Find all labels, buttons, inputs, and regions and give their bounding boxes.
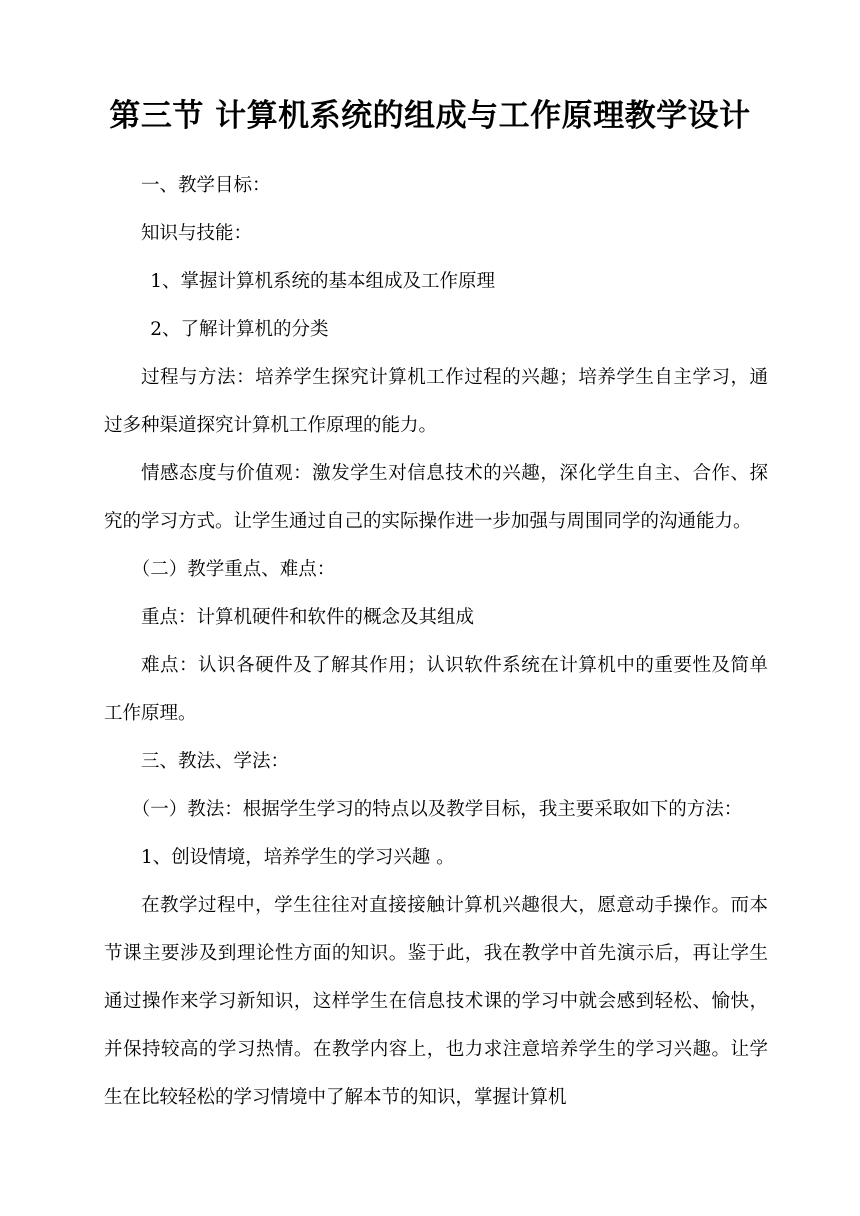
section-heading-teaching-goals: 一、教学目标： <box>141 175 271 196</box>
paragraph-teaching-method: （一）教法：根据学生学习的特点以及教学目标，我主要采取如下的方法： <box>131 799 743 820</box>
document-title: 第三节 计算机系统的组成与工作原理教学设计 <box>109 98 751 134</box>
paragraph-process-methods: 过程与方法：培养学生探究计算机工作过程的兴趣；培养学生自主学习，通过多种渠道探究计算机工作原理的能力。 <box>104 367 768 436</box>
section-heading-methods: 三、教法、学法： <box>141 751 290 772</box>
section-heading-key-points: （二）教学重点、难点： <box>131 559 336 580</box>
paragraph-difficulty: 难点：认识各硬件及了解其作用；认识软件系统在计算机中的重要性及简单工作原理。 <box>104 655 768 724</box>
list-item: 1、掌握计算机系统的基本组成及工作原理 <box>150 271 496 292</box>
paragraph-key-point: 重点：计算机硬件和软件的概念及其组成 <box>141 607 475 628</box>
document-body <box>104 162 768 1122</box>
paragraph-body: 在教学过程中，学生往往对直接接触计算机兴趣很大，愿意动手操作。而本节课主要涉及到理论性方面的知识。鉴于此，我在教学中首先演示后，再让学生通过操作来学习新知识，这样学生在信息技术课的学习中就会感到轻松、愉快，并保持较高的学习热情。在教学内容上，也力求注意培养学生的学习兴趣。让学生在比较轻松的学习情境中了解本节的知识，掌握计算机 <box>104 895 768 1108</box>
subheading-knowledge-skills: 知识与技能： <box>141 223 253 244</box>
list-item: 2、了解计算机的分类 <box>150 319 329 340</box>
paragraph-attitude-values: 情感态度与价值观：激发学生对信息技术的兴趣，深化学生自主、合作、探究的学习方式。让学生通过自己的实际操作进一步加强与周围同学的沟通能力。 <box>104 463 768 532</box>
list-item: 1、创设情境，培养学生的学习兴趣 。 <box>141 847 455 868</box>
